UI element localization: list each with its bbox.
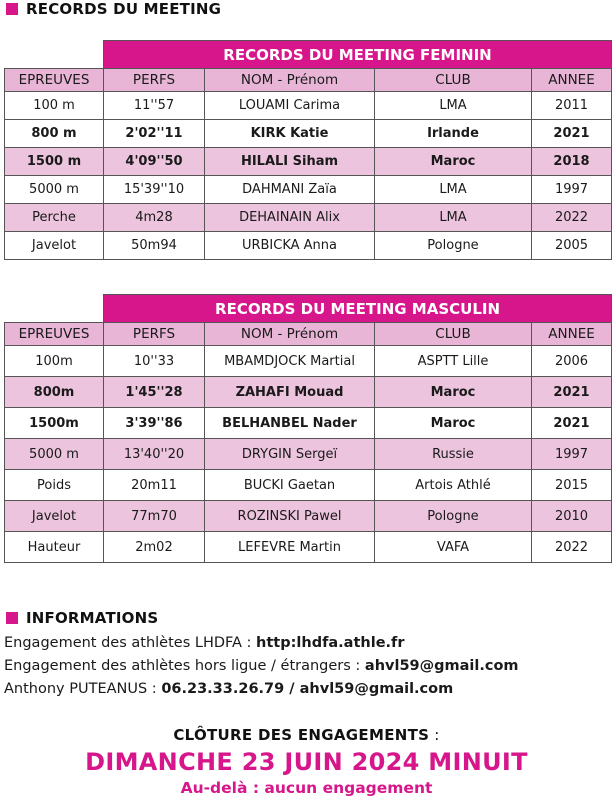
cell-epreuve: Hauteur [5,532,104,563]
cell-annee: 2015 [532,470,612,501]
table-title-spacer [5,295,104,323]
cell-perf: 4m28 [104,204,205,232]
cell-epreuve: 800m [5,377,104,408]
cell-epreuve: Javelot [5,501,104,532]
lhdfa-link[interactable]: http:lhdfa.athle.fr [256,635,405,651]
info-line-hors-ligue [4,655,609,678]
cell-annee: 2011 [532,92,612,120]
cell-nom: ROZINSKI Pawel [205,501,375,532]
table-row [5,232,612,260]
info-label-hors-ligue: Engagement des athlètes hors ligue / étrangers : [4,658,365,674]
table-row [5,120,612,148]
table-row [5,501,612,532]
table-row [5,92,612,120]
table-row [5,470,612,501]
cell-epreuve: 100m [5,346,104,377]
cell-annee: 2021 [532,408,612,439]
cell-nom: LOUAMI Carima [205,92,375,120]
table-row [5,532,612,563]
cell-club: LMA [375,176,532,204]
cell-perf: 13'40''20 [104,439,205,470]
column-header-epreuves: EPREUVES [5,323,104,346]
column-header-nom: NOM - Prénom [205,323,375,346]
cell-nom: LEFEVRE Martin [205,532,375,563]
cell-epreuve: 800 m [5,120,104,148]
cell-club: Maroc [375,408,532,439]
cell-nom: BELHANBEL Nader [205,408,375,439]
cell-annee: 2005 [532,232,612,260]
cell-epreuve: Poids [5,470,104,501]
square-bullet-icon [6,612,18,624]
cell-epreuve: 1500 m [5,148,104,176]
cell-club: Pologne [375,501,532,532]
cell-nom: DRYGIN Sergeï [205,439,375,470]
cell-perf: 4'09''50 [104,148,205,176]
masculin-table-title: RECORDS DU MEETING MASCULIN [104,295,612,323]
cell-epreuve: 100 m [5,92,104,120]
cell-nom: DAHMANI Zaïa [205,176,375,204]
cell-club: Maroc [375,377,532,408]
info-label-contact: Anthony PUTEANUS : [4,681,162,697]
table-row [5,439,612,470]
table-row [5,377,612,408]
cell-annee: 2018 [532,148,612,176]
table-row [5,346,612,377]
cloture-date: DIMANCHE 23 JUIN 2024 MINUIT [85,748,528,776]
cloture-label: CLÔTURE DES ENGAGEMENTS [173,726,430,744]
feminin-table-title: RECORDS DU MEETING FEMININ [104,41,612,69]
info-line-lhdfa [4,632,609,655]
info-label-lhdfa: Engagement des athlètes LHDFA : [4,635,257,651]
cell-nom: DEHAINAIN Alix [205,204,375,232]
records-feminin-table [4,40,612,260]
cell-nom: HILALI Siham [205,148,375,176]
contact-details[interactable]: 06.23.33.26.79 / ahvl59@gmail.com [161,681,454,697]
cloture-note: Au-delà : aucun engagement [180,779,433,797]
cloture-colon: : [429,726,440,744]
table-row [5,148,612,176]
cell-nom: KIRK Katie [205,120,375,148]
column-header-club: CLUB [375,323,532,346]
cell-annee: 2022 [532,204,612,232]
records-section-heading [6,0,221,18]
square-bullet-icon [6,3,18,15]
cell-nom: ZAHAFI Mouad [205,377,375,408]
cloture-heading [0,726,613,744]
cell-annee: 2022 [532,532,612,563]
cell-club: VAFA [375,532,532,563]
cell-club: Pologne [375,232,532,260]
cell-annee: 2006 [532,346,612,377]
cell-perf: 3'39''86 [104,408,205,439]
column-header-club: CLUB [375,69,532,92]
cell-perf: 2m02 [104,532,205,563]
cell-club: Russie [375,439,532,470]
cell-club: ASPTT Lille [375,346,532,377]
cell-club: LMA [375,204,532,232]
records-masculin-table [4,294,612,563]
column-header-perfs: PERFS [104,323,205,346]
cell-nom: URBICKA Anna [205,232,375,260]
informations-section-heading [6,609,158,627]
cell-epreuve: Javelot [5,232,104,260]
informations-section-title: INFORMATIONS [26,609,159,627]
cell-perf: 50m94 [104,232,205,260]
cell-club: Maroc [375,148,532,176]
cell-epreuve: 5000 m [5,439,104,470]
cell-annee: 2021 [532,377,612,408]
cell-annee: 2021 [532,120,612,148]
cell-epreuve: 5000 m [5,176,104,204]
cell-perf: 2'02''11 [104,120,205,148]
cell-perf: 20m11 [104,470,205,501]
cell-annee: 2010 [532,501,612,532]
cell-club: Artois Athlé [375,470,532,501]
email-link[interactable]: ahvl59@gmail.com [364,658,519,674]
cell-perf: 11''57 [104,92,205,120]
column-header-annee: ANNEE [532,323,612,346]
cell-annee: 1997 [532,176,612,204]
table-row [5,204,612,232]
cell-epreuve: Perche [5,204,104,232]
column-header-annee: ANNEE [532,69,612,92]
records-section-title: RECORDS DU MEETING [26,0,222,18]
column-header-epreuves: EPREUVES [5,69,104,92]
info-line-contact [4,678,609,701]
cell-club: LMA [375,92,532,120]
cell-annee: 1997 [532,439,612,470]
table-row [5,176,612,204]
column-header-perfs: PERFS [104,69,205,92]
cell-perf: 10''33 [104,346,205,377]
cell-perf: 1'45''28 [104,377,205,408]
cell-nom: MBAMDJOCK Martial [205,346,375,377]
table-title-spacer [5,41,104,69]
cell-epreuve: 1500m [5,408,104,439]
informations-block [4,632,609,701]
cell-club: Irlande [375,120,532,148]
table-row [5,408,612,439]
column-header-nom: NOM - Prénom [205,69,375,92]
cell-perf: 15'39''10 [104,176,205,204]
cell-nom: BUCKI Gaetan [205,470,375,501]
cell-perf: 77m70 [104,501,205,532]
